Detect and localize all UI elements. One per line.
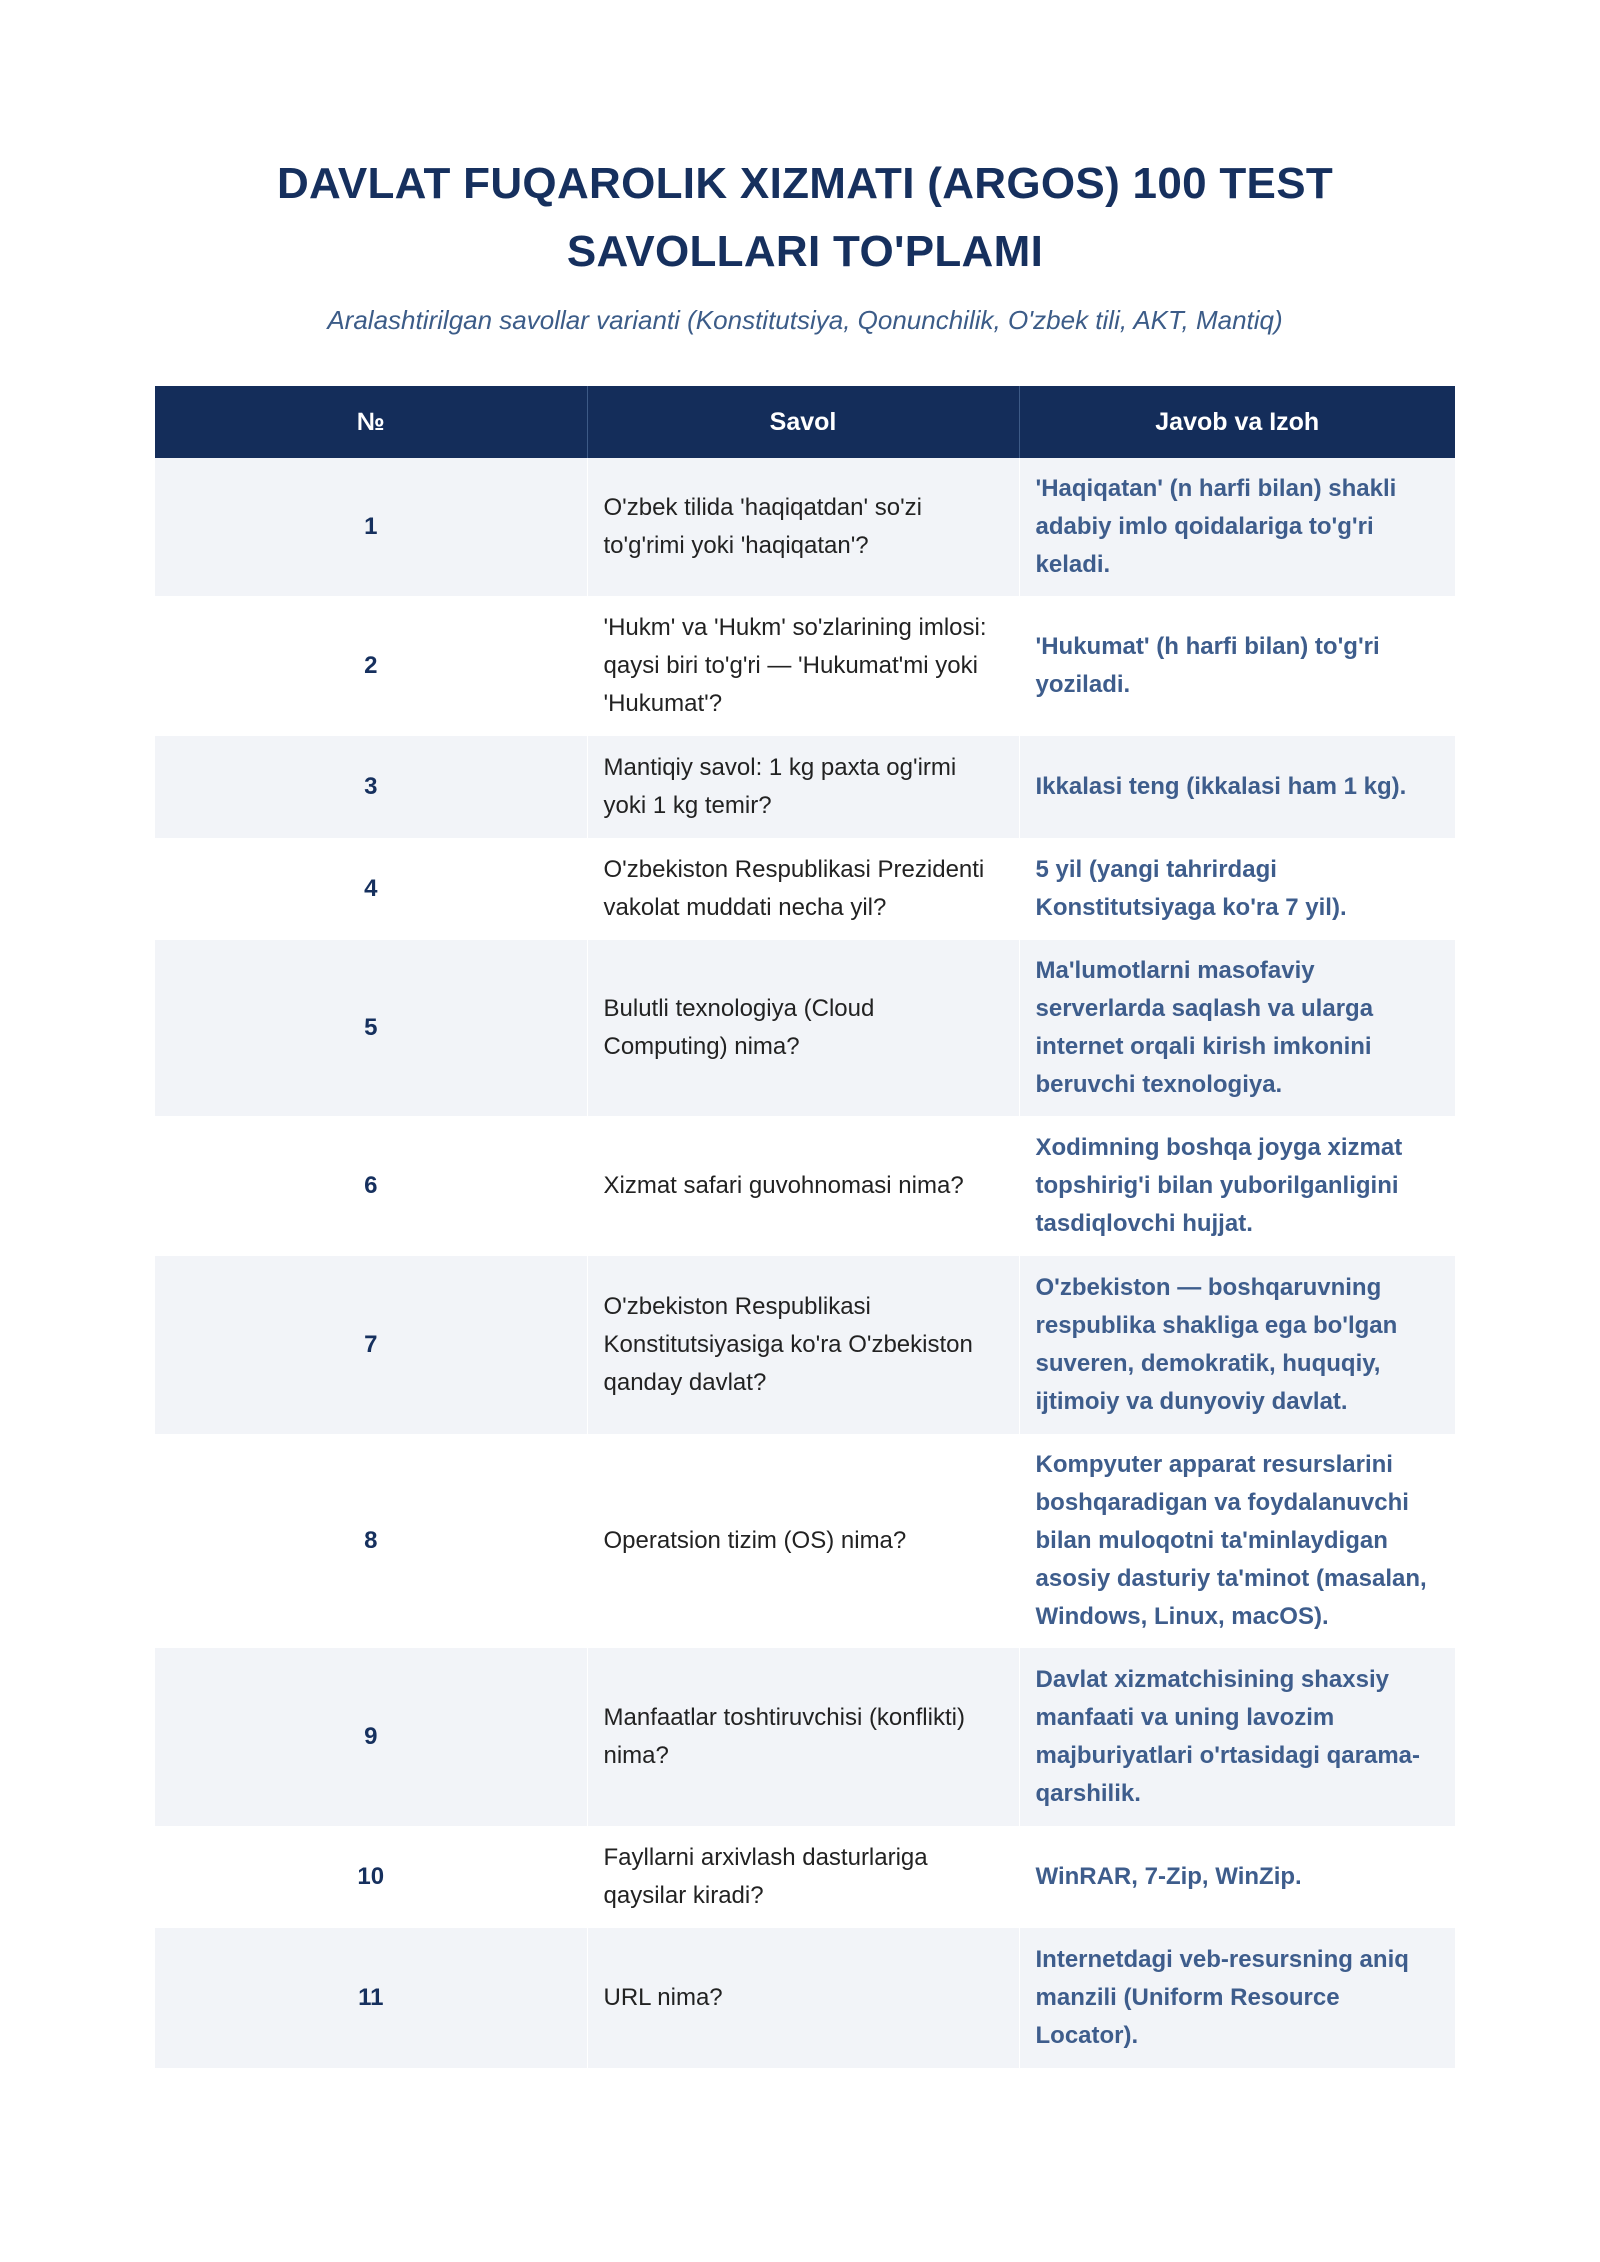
row-number: 10 [155,1826,587,1928]
row-number: 7 [155,1256,587,1434]
row-question: O'zbek tilida 'haqiqatdan' so'zi to'g'rimi yoki 'haqiqatan'? [587,458,1019,596]
row-answer: 'Haqiqatan' (n harfi bilan) shakli adabiy imlo qoidalariga to'g'ri keladi. [1019,458,1455,596]
row-answer: Ikkalasi teng (ikkalasi ham 1 kg). [1019,736,1455,838]
row-answer: Internetdagi veb-resursning aniq manzili (Uniform Resource Locator). [1019,1928,1455,2068]
row-question: Bulutli texnologiya (Cloud Computing) nima? [587,940,1019,1116]
row-number: 2 [155,596,587,736]
table-row [155,1434,1455,1648]
document-title: DAVLAT FUQAROLIK XIZMATI (ARGOS) 100 TEST SAVOLLARI TO'PLAMI [276,159,1334,276]
row-number: 8 [155,1434,587,1648]
row-answer: Kompyuter apparat resurslarini boshqaradigan va foydalanuvchi bilan muloqotni ta'minlaydigan asosiy dasturiy ta'minot (masalan, Windows, Linux, macOS). [1019,1434,1455,1648]
row-number: 11 [155,1928,587,2068]
table-row [155,458,1455,596]
row-number: 3 [155,736,587,838]
row-question: Manfaatlar toshtiruvchisi (konflikti) nima? [587,1648,1019,1826]
row-answer: Xodimning boshqa joyga xizmat topshirig'i bilan yuborilganligini tasdiqlovchi hujjat. [1019,1116,1455,1256]
row-answer: 5 yil (yangi tahrirdagi Konstitutsiyaga ko'ra 7 yil). [1019,838,1455,940]
header-answer: Javob va Izoh [1019,386,1455,458]
header-number: № [155,386,587,458]
row-question: Mantiqiy savol: 1 kg paxta og'irmi yoki 1 kg temir? [587,736,1019,838]
row-answer: 'Hukumat' (h harfi bilan) to'g'ri yoziladi. [1019,596,1455,736]
header-question: Savol [587,386,1019,458]
table-header [155,386,1455,458]
row-question: 'Hukm' va 'Hukm' so'zlarining imlosi: qaysi biri to'g'ri — 'Hukumat'mi yoki 'Hukumat'? [587,596,1019,736]
row-number: 4 [155,838,587,940]
row-number: 5 [155,940,587,1116]
row-question: Xizmat safari guvohnomasi nima? [587,1116,1019,1256]
table-row [155,1648,1455,1826]
qa-table [155,386,1455,2068]
row-answer: Ma'lumotlarni masofaviy serverlarda saqlash va ularga internet orqali kirish imkonini beruvchi texnologiya. [1019,940,1455,1116]
table-row [155,838,1455,940]
table-row [155,940,1455,1116]
row-number: 6 [155,1116,587,1256]
row-number: 1 [155,458,587,596]
table-body [155,458,1455,2068]
table-header-row [155,386,1455,458]
table-row [155,1256,1455,1434]
table-row [155,1116,1455,1256]
table-row [155,596,1455,736]
table-row [155,736,1455,838]
row-question: URL nima? [587,1928,1019,2068]
table-row [155,1826,1455,1928]
row-answer: Davlat xizmatchisining shaxsiy manfaati va uning lavozim majburiyatlari o'rtasidagi qarama-qarshilik. [1019,1648,1455,1826]
row-question: O'zbekiston Respublikasi Prezidenti vakolat muddati necha yil? [587,838,1019,940]
row-question: O'zbekiston Respublikasi Konstitutsiyasiga ko'ra O'zbekiston qanday davlat? [587,1256,1019,1434]
row-answer: WinRAR, 7-Zip, WinZip. [1019,1826,1455,1928]
document-subtitle: Aralashtirilgan savollar varianti (Konstitutsiya, Qonunchilik, O'zbek tili, AKT, Mantiq) [327,305,1283,335]
row-question: Operatsion tizim (OS) nima? [587,1434,1019,1648]
row-number: 9 [155,1648,587,1826]
table-row [155,1928,1455,2068]
row-answer: O'zbekiston — boshqaruvning respublika shakliga ega bo'lgan suveren, demokratik, huquqiy, ijtimoiy va dunyoviy davlat. [1019,1256,1455,1434]
row-question: Fayllarni arxivlash dasturlariga qaysilar kiradi? [587,1826,1019,1928]
